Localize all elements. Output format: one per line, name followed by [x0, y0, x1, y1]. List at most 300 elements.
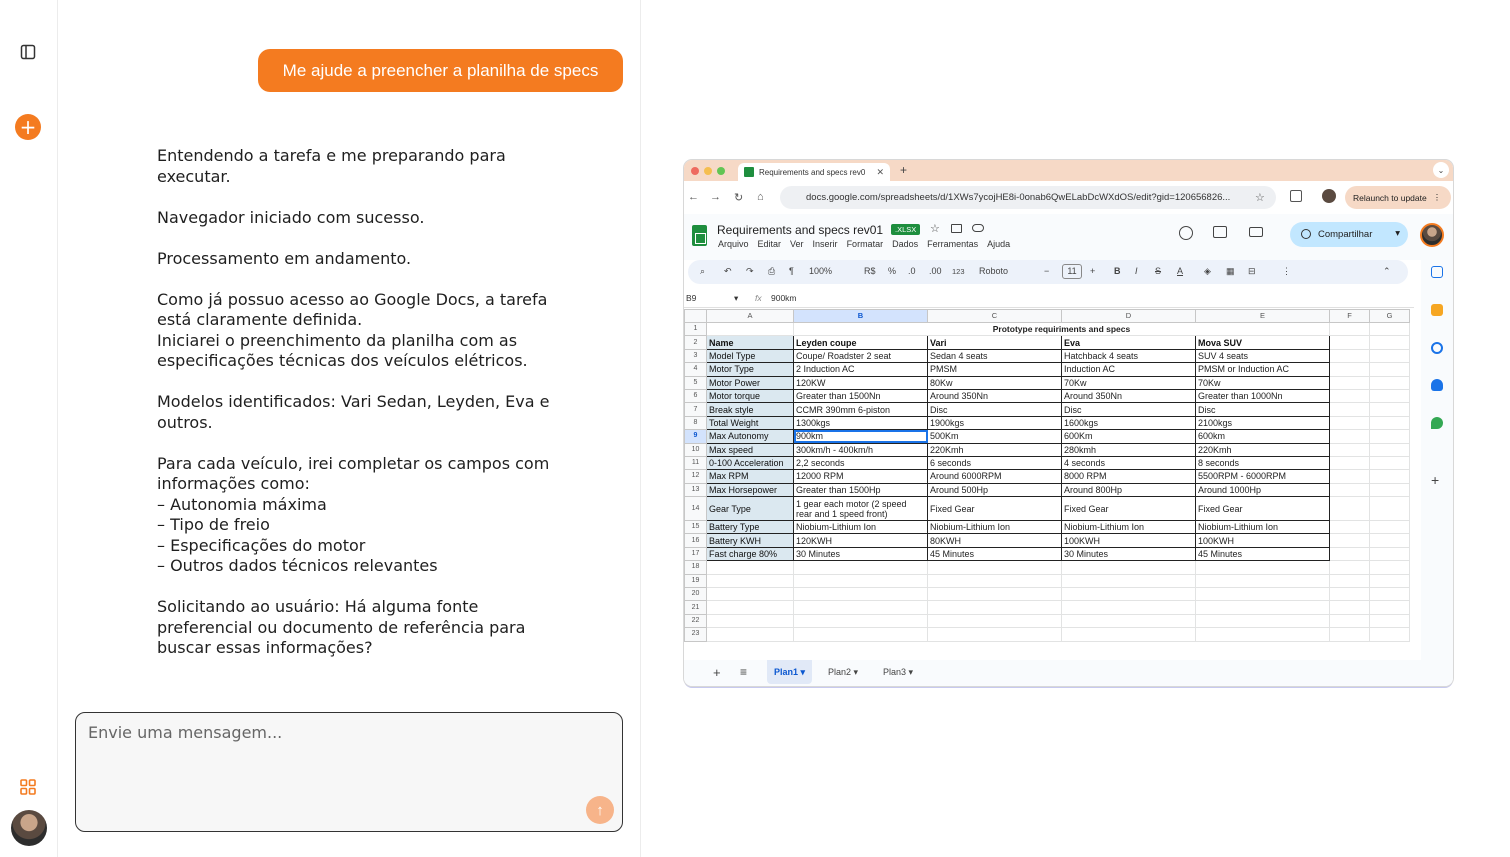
cell[interactable] [707, 323, 794, 336]
assistant-paragraph: Entendendo a tarefa e me preparando para executar. [157, 146, 506, 186]
data-cell[interactable]: 100KWH [1062, 534, 1196, 547]
row-header[interactable]: 18 [685, 561, 707, 574]
row-label-cell[interactable]: Max RPM [707, 470, 794, 483]
italic-button[interactable]: I [1135, 266, 1138, 276]
data-cell[interactable]: 70Kw [1062, 376, 1196, 389]
decrease-decimal-button[interactable]: .0 [908, 266, 916, 276]
extensions-icon[interactable] [1290, 190, 1302, 202]
row-header[interactable]: 17 [685, 547, 707, 560]
relaunch-button[interactable] [1345, 186, 1451, 209]
data-cell[interactable]: 100KWH [1196, 534, 1330, 547]
cell[interactable] [1370, 376, 1410, 389]
sheet-tab-plan1[interactable]: Plan1 ▾ [767, 660, 812, 684]
font-select[interactable]: Roboto [979, 266, 1009, 276]
sheet-tab-label: Plan3 [883, 667, 907, 677]
cell[interactable] [1370, 547, 1410, 560]
cell[interactable] [1330, 601, 1370, 614]
data-cell[interactable]: Greater than 1000Nn [1196, 389, 1330, 402]
data-cell[interactable]: Greater than 1500Nn [794, 389, 928, 402]
data-cell[interactable]: 12000 RPM [794, 470, 928, 483]
row-label-cell[interactable]: Motor Power [707, 376, 794, 389]
row-header[interactable]: 2 [685, 336, 707, 349]
data-cell[interactable]: 1600kgs [1062, 416, 1196, 429]
column-header-d[interactable]: D [1062, 310, 1196, 323]
data-cell[interactable]: 5500RPM - 6000RPM [1196, 470, 1330, 483]
row-label-cell[interactable]: 0-100 Acceleration [707, 456, 794, 469]
merge-cells-icon[interactable]: ⊟ [1248, 266, 1256, 276]
row-label-cell[interactable]: Battery KWH [707, 534, 794, 547]
spreadsheet-grid [684, 309, 1414, 650]
cell[interactable] [1196, 574, 1330, 587]
row-header[interactable]: 9 [685, 430, 707, 443]
cell[interactable] [1062, 614, 1196, 627]
name-box[interactable]: B9 [686, 293, 697, 303]
cell[interactable] [1330, 430, 1370, 443]
data-cell[interactable]: 80Kw [928, 376, 1062, 389]
cell[interactable] [1196, 601, 1330, 614]
cell[interactable] [1330, 323, 1370, 336]
text-color-button[interactable]: A [1177, 266, 1184, 276]
cell[interactable] [707, 628, 794, 641]
data-cell[interactable]: Around 350Nn [928, 389, 1062, 402]
tab-search-icon[interactable]: ⌄ [1433, 162, 1449, 178]
tab-title: Requirements and specs rev0 [759, 167, 866, 177]
cell[interactable] [1370, 456, 1410, 469]
data-cell[interactable]: Sedan 4 seats [928, 349, 1062, 362]
url-field[interactable]: docs.google.com/spreadsheets/d/1XWs7ycojHE8i-0onab6QwELabDcWXdOS/edit?gid=120656826... [780, 186, 1276, 209]
percent-format-button[interactable]: % [888, 266, 897, 276]
assistant-paragraph: Navegador iniciado com sucesso. [157, 207, 425, 227]
cell[interactable] [1370, 443, 1410, 456]
row-label-cell[interactable]: Model Type [707, 349, 794, 362]
name-box-dropdown-icon[interactable]: ▾ [734, 293, 739, 303]
cell[interactable] [707, 561, 794, 574]
message-composer [75, 712, 623, 832]
row-header[interactable]: 13 [685, 483, 707, 496]
cell[interactable] [1370, 561, 1410, 574]
cell[interactable] [1330, 521, 1370, 534]
undo-icon[interactable]: ↶ [724, 266, 732, 276]
apps-grid-icon[interactable] [14, 773, 42, 801]
all-sheets-button[interactable]: ≡ [740, 665, 748, 679]
sheet-row [685, 323, 1410, 336]
menu-formatar[interactable]: Formatar [846, 239, 884, 249]
sheet-row [685, 389, 1410, 402]
cell[interactable] [1330, 363, 1370, 376]
row-label-cell[interactable]: Total Weight [707, 416, 794, 429]
data-cell[interactable]: 120KW [794, 376, 928, 389]
user-message-bubble: Me ajude a preencher a planilha de specs [258, 49, 623, 92]
column-header-a[interactable]: A [707, 310, 794, 323]
side-panel [1421, 260, 1453, 660]
fill-color-icon[interactable]: ◈ [1204, 266, 1211, 276]
sheet-row [685, 349, 1410, 362]
cell[interactable] [1370, 336, 1410, 349]
font-size-input[interactable]: 11 [1062, 264, 1082, 279]
row-label-cell[interactable]: Motor Type [707, 363, 794, 376]
data-cell[interactable]: Disc [1062, 403, 1196, 416]
row-label-cell[interactable]: Battery Type [707, 521, 794, 534]
cell[interactable] [707, 588, 794, 601]
menu-inserir[interactable]: Inserir [812, 239, 838, 249]
sheets-logo-icon[interactable] [692, 225, 707, 246]
cell[interactable] [1330, 456, 1370, 469]
data-cell[interactable]: Niobium-Lithium Ion [928, 521, 1062, 534]
file-format-badge: .XLSX [891, 224, 920, 235]
cell[interactable] [1330, 376, 1370, 389]
data-cell[interactable]: 500Km [928, 430, 1062, 443]
data-cell[interactable]: 2100kgs [1196, 416, 1330, 429]
data-cell[interactable]: 4 seconds [1062, 456, 1196, 469]
sheet-row [685, 601, 1410, 614]
sheet-row [685, 588, 1410, 601]
cell[interactable] [707, 601, 794, 614]
header-cell[interactable]: Mova SUV [1196, 336, 1330, 349]
cell[interactable] [1330, 547, 1370, 560]
bold-button[interactable]: B [1114, 266, 1121, 276]
data-cell[interactable]: Niobium-Lithium Ion [794, 521, 928, 534]
cell[interactable] [1370, 323, 1410, 336]
cell[interactable] [928, 601, 1062, 614]
menu-editar[interactable]: Editar [757, 239, 782, 249]
data-cell[interactable]: Around 500Hp [928, 483, 1062, 496]
menu-dados[interactable]: Dados [892, 239, 919, 249]
cell[interactable] [1330, 561, 1370, 574]
sheets-menu-bar [718, 239, 1010, 249]
data-cell[interactable]: 6 seconds [928, 456, 1062, 469]
new-chat-button[interactable] [14, 113, 42, 141]
data-cell[interactable]: 220Kmh [1196, 443, 1330, 456]
forward-icon[interactable]: → [710, 191, 721, 203]
cell[interactable] [1062, 601, 1196, 614]
data-cell[interactable]: 900km [794, 430, 928, 443]
row-header[interactable]: 19 [685, 574, 707, 587]
cell[interactable] [1370, 403, 1410, 416]
message-input[interactable] [88, 723, 588, 783]
plus-icon: + [15, 114, 41, 140]
header-cell[interactable]: Leyden coupe [794, 336, 928, 349]
cell[interactable] [1370, 416, 1410, 429]
cell[interactable] [794, 574, 928, 587]
calendar-icon[interactable] [1431, 266, 1443, 278]
sheets-toolbar [688, 260, 1408, 284]
assistant-paragraph: Como já possuo acesso ao Google Docs, a tarefa está claramente definida. Iniciarei o preenchimento da planilha com as especificações técnicas dos veículos elétricos. [157, 289, 548, 370]
data-cell[interactable]: 80KWH [928, 534, 1062, 547]
more-toolbar-icon[interactable]: ⋮ [1282, 266, 1291, 276]
row-label-cell[interactable]: Fast charge 80% [707, 547, 794, 560]
cell[interactable] [794, 628, 928, 641]
cell[interactable] [1370, 363, 1410, 376]
cell[interactable] [1062, 628, 1196, 641]
cell[interactable] [1196, 588, 1330, 601]
row-header[interactable]: 5 [685, 376, 707, 389]
cell[interactable] [1196, 614, 1330, 627]
cell[interactable] [928, 561, 1062, 574]
row-header[interactable]: 11 [685, 456, 707, 469]
star-icon[interactable]: ☆ [930, 223, 940, 235]
share-button[interactable] [1290, 222, 1408, 247]
data-cell[interactable]: Niobium-Lithium Ion [1062, 521, 1196, 534]
maximize-window-dot[interactable] [717, 167, 725, 175]
data-cell[interactable]: PMSM [928, 363, 1062, 376]
cell[interactable] [1330, 443, 1370, 456]
paint-format-icon[interactable]: ¶ [789, 266, 794, 276]
user-avatar[interactable] [11, 810, 47, 846]
maps-icon[interactable] [1431, 417, 1443, 429]
browser-tab-strip [684, 160, 1453, 181]
browser-tab[interactable] [738, 163, 890, 181]
sheet-tab-label: Plan2 [828, 667, 852, 677]
row-header[interactable]: 6 [685, 389, 707, 402]
share-dropdown-icon[interactable]: ▾ [1395, 228, 1400, 239]
row-header[interactable]: 15 [685, 521, 707, 534]
menu-ver[interactable]: Ver [790, 239, 804, 249]
data-cell[interactable]: 280kmh [1062, 443, 1196, 456]
sheet-tab-plan3[interactable]: Plan3 ▾ [883, 666, 914, 677]
row-label-cell[interactable]: Max Autonomy [707, 430, 794, 443]
data-cell[interactable]: Around 1000Hp [1196, 483, 1330, 496]
cell[interactable] [1370, 574, 1410, 587]
row-header[interactable]: 23 [685, 628, 707, 641]
cell[interactable] [928, 588, 1062, 601]
currency-format-button[interactable]: R$ [864, 266, 876, 276]
row-header[interactable]: 16 [685, 534, 707, 547]
cell[interactable] [1330, 389, 1370, 402]
relaunch-label: Relaunch to update [1353, 192, 1427, 203]
comments-icon[interactable] [1213, 226, 1227, 238]
cell[interactable] [1370, 601, 1410, 614]
cell[interactable] [1196, 561, 1330, 574]
data-cell[interactable]: 120KWH [794, 534, 928, 547]
column-header-f[interactable]: F [1330, 310, 1370, 323]
data-cell[interactable]: Niobium-Lithium Ion [1196, 521, 1330, 534]
sheet-tab-plan2[interactable]: Plan2 ▾ [828, 666, 859, 677]
increase-font-size-button[interactable]: + [1090, 266, 1096, 276]
data-cell[interactable]: 600km [1196, 430, 1330, 443]
minimize-window-dot[interactable] [704, 167, 712, 175]
column-header-b[interactable]: B [794, 310, 928, 323]
sheet-row [685, 416, 1410, 429]
data-cell[interactable]: Around 350Nn [1062, 389, 1196, 402]
get-addons-icon[interactable]: + [1431, 472, 1440, 488]
document-title[interactable]: Requirements and specs rev01 [717, 223, 884, 237]
more-formats-button[interactable]: 123 [952, 267, 965, 276]
data-cell[interactable]: 8000 RPM [1062, 470, 1196, 483]
cell[interactable] [1330, 614, 1370, 627]
address-bar-row [684, 181, 1453, 214]
assistant-message [157, 146, 557, 659]
collapse-toolbar-icon[interactable]: ⌃ [1383, 266, 1391, 276]
send-button[interactable]: ↑ [586, 796, 614, 824]
new-tab-button[interactable]: + [900, 163, 908, 177]
tasks-icon[interactable] [1431, 342, 1443, 354]
sheet-row [685, 534, 1410, 547]
cell[interactable] [794, 561, 928, 574]
select-all-corner[interactable] [685, 310, 707, 323]
sidebar-toggle-icon[interactable] [14, 38, 42, 66]
data-cell[interactable]: 2 Induction AC [794, 363, 928, 376]
meet-icon[interactable] [1249, 227, 1263, 237]
column-header-c[interactable]: C [928, 310, 1062, 323]
profile-avatar-icon[interactable] [1322, 189, 1336, 203]
data-cell[interactable]: CCMR 390mm 6-piston [794, 403, 928, 416]
cell[interactable] [794, 588, 928, 601]
browser-screenshot [684, 160, 1453, 686]
increase-decimal-button[interactable]: .00 [929, 266, 942, 276]
cell[interactable] [1330, 470, 1370, 483]
header-cell[interactable]: Name [707, 336, 794, 349]
cell[interactable] [1330, 483, 1370, 496]
cell[interactable] [1370, 470, 1410, 483]
reload-icon[interactable]: ↻ [734, 192, 744, 204]
cell[interactable] [1330, 534, 1370, 547]
data-cell[interactable]: 300km/h - 400km/h [794, 443, 928, 456]
sheets-favicon-icon [744, 167, 754, 177]
decrease-font-size-button[interactable]: − [1044, 266, 1050, 276]
cell[interactable] [707, 574, 794, 587]
close-window-dot[interactable] [691, 167, 699, 175]
cell[interactable] [928, 614, 1062, 627]
cell[interactable] [1370, 430, 1410, 443]
row-header[interactable]: 22 [685, 614, 707, 627]
sheet-row [685, 574, 1410, 587]
strikethrough-button[interactable]: S [1155, 266, 1162, 276]
search-menus-icon[interactable]: ⌕ [700, 266, 706, 276]
cell[interactable] [1370, 521, 1410, 534]
home-icon[interactable]: ⌂ [757, 191, 764, 203]
row-header[interactable]: 20 [685, 588, 707, 601]
cell[interactable] [1196, 628, 1330, 641]
data-cell[interactable]: PMSM or Induction AC [1196, 363, 1330, 376]
left-rail [0, 0, 58, 857]
cell[interactable] [1330, 403, 1370, 416]
row-header[interactable]: 7 [685, 403, 707, 416]
column-header-e[interactable]: E [1196, 310, 1330, 323]
row-label-cell[interactable]: Max speed [707, 443, 794, 456]
contacts-icon[interactable] [1431, 379, 1443, 391]
cell[interactable] [794, 601, 928, 614]
data-cell[interactable]: Hatchback 4 seats [1062, 349, 1196, 362]
print-icon[interactable]: ⎙ [768, 266, 776, 276]
data-cell[interactable]: Coupe/ Roadster 2 seat [794, 349, 928, 362]
menu-ajuda[interactable]: Ajuda [987, 239, 1011, 249]
move-folder-icon[interactable] [951, 224, 962, 233]
data-cell[interactable]: Disc [928, 403, 1062, 416]
row-header[interactable]: 3 [685, 349, 707, 362]
keep-icon[interactable] [1431, 304, 1443, 316]
account-avatar[interactable] [1420, 223, 1444, 247]
cell[interactable] [1330, 497, 1370, 521]
data-cell[interactable]: 8 seconds [1196, 456, 1330, 469]
cell[interactable] [928, 628, 1062, 641]
row-header[interactable]: 12 [685, 470, 707, 483]
cell[interactable] [1370, 614, 1410, 627]
cell[interactable] [1062, 561, 1196, 574]
row-label-cell[interactable]: Motor torque [707, 389, 794, 402]
version-history-icon[interactable] [1179, 226, 1193, 240]
data-cell[interactable]: Disc [1196, 403, 1330, 416]
cell[interactable] [1330, 349, 1370, 362]
data-cell[interactable]: 30 Minutes [794, 547, 928, 560]
cell[interactable] [1370, 588, 1410, 601]
data-cell[interactable]: 45 Minutes [1196, 547, 1330, 560]
data-cell[interactable]: Around 800Hp [1062, 483, 1196, 496]
row-header[interactable]: 14 [685, 497, 707, 521]
data-cell[interactable]: 2,2 seconds [794, 456, 928, 469]
row-header[interactable]: 10 [685, 443, 707, 456]
data-cell[interactable]: 70Kw [1196, 376, 1330, 389]
bookmark-star-icon[interactable]: ☆ [1255, 192, 1265, 204]
data-cell[interactable]: 220Kmh [928, 443, 1062, 456]
data-cell[interactable]: Greater than 1500Hp [794, 483, 928, 496]
cell[interactable] [1370, 483, 1410, 496]
share-label: Compartilhar [1318, 229, 1373, 240]
cell[interactable] [1370, 534, 1410, 547]
add-sheet-button[interactable]: + [713, 664, 721, 680]
data-cell[interactable]: SUV 4 seats [1196, 349, 1330, 362]
cell[interactable] [1370, 349, 1410, 362]
cell[interactable] [794, 614, 928, 627]
column-header-row [685, 310, 1410, 323]
data-cell[interactable]: 1300kgs [794, 416, 928, 429]
data-cell[interactable]: Fixed Gear [928, 497, 1062, 521]
row-header[interactable]: 4 [685, 363, 707, 376]
data-cell[interactable]: 30 Minutes [1062, 547, 1196, 560]
row-label-cell[interactable]: Max Horsepower [707, 483, 794, 496]
cell[interactable] [1062, 588, 1196, 601]
data-cell[interactable]: Fixed Gear [1196, 497, 1330, 521]
data-cell[interactable]: Around 6000RPM [928, 470, 1062, 483]
cell[interactable] [928, 574, 1062, 587]
data-cell[interactable]: Induction AC [1062, 363, 1196, 376]
cell[interactable] [1370, 497, 1410, 521]
row-label-cell[interactable]: Break style [707, 403, 794, 416]
cell[interactable] [707, 614, 794, 627]
cell[interactable] [1370, 389, 1410, 402]
menu-arquivo[interactable]: Arquivo [718, 239, 749, 249]
data-cell[interactable]: 1900kgs [928, 416, 1062, 429]
cell[interactable] [1062, 574, 1196, 587]
row-header[interactable]: 21 [685, 601, 707, 614]
row-label-cell[interactable]: Gear Type [707, 497, 794, 521]
formula-input[interactable]: 900km [771, 293, 797, 303]
data-cell[interactable]: 600Km [1062, 430, 1196, 443]
cell[interactable] [1330, 628, 1370, 641]
cell[interactable] [1330, 336, 1370, 349]
cell[interactable] [1330, 416, 1370, 429]
borders-icon[interactable]: ▦ [1226, 266, 1235, 276]
table-title-cell[interactable]: Prototype requiriments and specs [794, 323, 1330, 336]
menu-ferramentas[interactable]: Ferramentas [927, 239, 979, 249]
back-icon[interactable]: ← [688, 191, 699, 203]
row-header[interactable]: 8 [685, 416, 707, 429]
row-header[interactable]: 1 [685, 323, 707, 336]
sheet-row [685, 497, 1410, 521]
data-cell[interactable]: 1 gear each motor (2 speed rear and 1 speed front) [794, 497, 928, 521]
cell[interactable] [1330, 574, 1370, 587]
zoom-select[interactable]: 100% [809, 266, 833, 276]
header-cell[interactable]: Vari [928, 336, 1062, 349]
header-cell[interactable]: Eva [1062, 336, 1196, 349]
column-header-g[interactable]: G [1370, 310, 1410, 323]
data-cell[interactable]: 45 Minutes [928, 547, 1062, 560]
cell[interactable] [1370, 628, 1410, 641]
cell[interactable] [1330, 588, 1370, 601]
sheet-row [685, 483, 1410, 496]
close-tab-icon[interactable]: ✕ [876, 167, 884, 177]
data-cell[interactable]: Fixed Gear [1062, 497, 1196, 521]
redo-icon[interactable]: ↷ [746, 266, 754, 276]
